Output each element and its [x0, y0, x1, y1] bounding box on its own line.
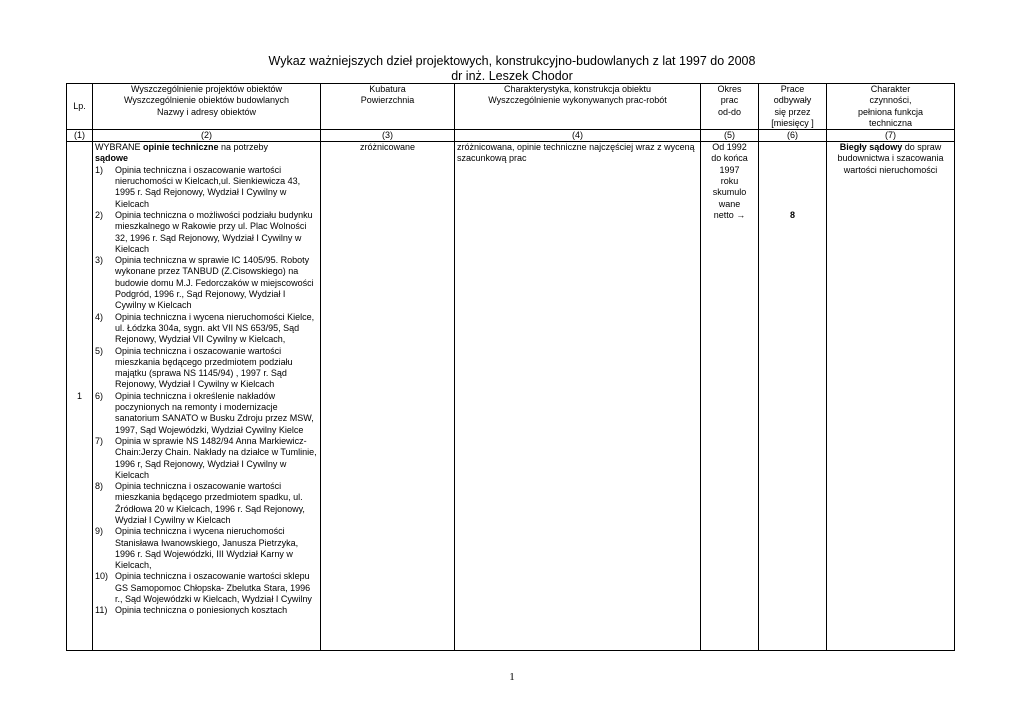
list-item: 6) Opinia techniczna i określenie nakładów poczynionych na remonty i modernizacje sanatorium SANATO w Busku Zdroju przez MSW, 1997, Sąd Wojewódzki, Wydział Cywilny Kielce — [95, 390, 314, 435]
list-item: 8) Opinia techniczna i oszacowanie wartości mieszkania będącego przedmiotem spadku, ul. Źródłowa 20 w Kielcach, 1996 r. Sąd Rejonowy, Wydział I Cywilny w Kielcach — [95, 481, 305, 525]
opinion-list — [95, 165, 318, 617]
column-number: (2) — [93, 130, 321, 142]
table-row — [67, 142, 955, 651]
row-volume: zróżnicowane — [321, 142, 455, 651]
row-lp: 1 — [67, 142, 93, 651]
works-table — [66, 83, 955, 651]
row-characteristics: zróżnicowana, opinie techniczne najczęściej wraz z wyceną szacunkową prac — [455, 142, 701, 651]
list-item: 4) Opinia techniczna i wycena nieruchomości Kielce, ul. Łódzka 304a, sygn. akt VII NS 653/95, Sąd Rejonowy, Wydział VII Cywilny w Kielcach, — [95, 311, 315, 345]
list-item: 10) Opinia techniczna i oszacowanie wartości sklepu GS Samopomoc Chłopska- Zbelutka Stara, 1996 r., Sąd Wojewódzki w Kielcach, Wydział I Cywilny — [95, 571, 312, 605]
list-item: 9) Opinia techniczna i wycena nieruchomości Stanisława Iwanowskiego, Janusza Pietrzyka, 1996 r. Sąd Wojewódzki, III Wydział Karny w Kielcach, — [95, 526, 299, 571]
header-lp: Lp. — [67, 84, 93, 130]
table-header-row — [67, 84, 955, 130]
row-months: 8 — [759, 142, 827, 651]
list-item: 3) Opinia techniczna w sprawie IC 1405/95. Roboty wykonane przez TANBUD (Z.Cisowskiego) na budowie domu M.J. Fedorczaków w miejscowości Podgród, 1996 r., Sąd Rejonowy, Wydział I Cywilny w Kielcach — [95, 255, 314, 311]
row-description — [93, 142, 321, 651]
document-author: dr inż. Leszek Chodor — [451, 69, 573, 83]
header-col4: Charakterystyka, konstrukcja obiektu Wyszczególnienie wykonywanych prac-robót — [455, 84, 701, 130]
row-intro-bold: sądowe — [95, 153, 129, 164]
list-item: 7) Opinia w sprawie NS 1482/94 Anna Markiewicz-Chain:Jerzy Chain. Nakłady na działce w Tumlinie, 1996 r, Sąd Rejonowy, Wydział I Cywilny w Kielcach — [95, 435, 317, 480]
column-number: (6) — [759, 130, 827, 142]
header-col3: Kubatura Powierzchnia — [321, 84, 455, 130]
row-function: Biegły sądowy do spraw budownictwa i szacowania wartości nieruchomości — [827, 142, 955, 651]
column-number: (5) — [701, 130, 759, 142]
arrow-right-icon: → — [736, 209, 746, 220]
header-col2: Wyszczególnienie projektów obiektów Wyszczególnienie obiektów budowlanych Nazwy i adresy obiektów — [93, 84, 321, 130]
document-title: Wykaz ważniejszych dzieł projektowych, konstrukcyjno-budowlanych z lat 1997 do 2008 — [268, 54, 756, 68]
row-intro: WYBRANE opinie techniczne na potrzeby — [95, 142, 269, 153]
column-number: (1) — [67, 130, 93, 142]
header-col5: Okres prac od-do — [701, 84, 759, 130]
list-item: 1) Opinia techniczna i oszacowanie wartości nieruchomości w Kielcach,ul. Sienkiewicza 43, 1995 r. Sąd Rejonowy, Wydział I Cywilny w Kielcach — [95, 164, 301, 209]
page-number: 1 — [509, 671, 515, 683]
list-item: 2) Opinia techniczna o możliwości podziału budynku mieszkalnego w Rakowie przy ul. Plac Wolności 32, 1996 r. Sąd Rejonowy, Wydział I Cywilny w Kielcach — [95, 209, 313, 254]
row-period: Od 1992 do końca 1997 roku skumulo wane netto → — [701, 142, 759, 651]
header-col6: Prace odbywały się przez [miesięcy ] — [759, 84, 827, 130]
column-number: (3) — [321, 130, 455, 142]
column-number: (4) — [455, 130, 701, 142]
list-item: 11) Opinia techniczna o poniesionych kosztach — [95, 605, 288, 616]
column-number: (7) — [827, 130, 955, 142]
list-item: 5) Opinia techniczna i oszacowanie wartości mieszkania będącego przedmiotem podziału majątku (sprawa NS 1145/94) , 1997 r. Sąd Rejonowy, Wydział I Cywilny w Kielcach — [95, 345, 293, 390]
header-col7: Charakter czynności, pełniona funkcja techniczna — [827, 84, 955, 130]
column-number-row — [67, 130, 955, 142]
